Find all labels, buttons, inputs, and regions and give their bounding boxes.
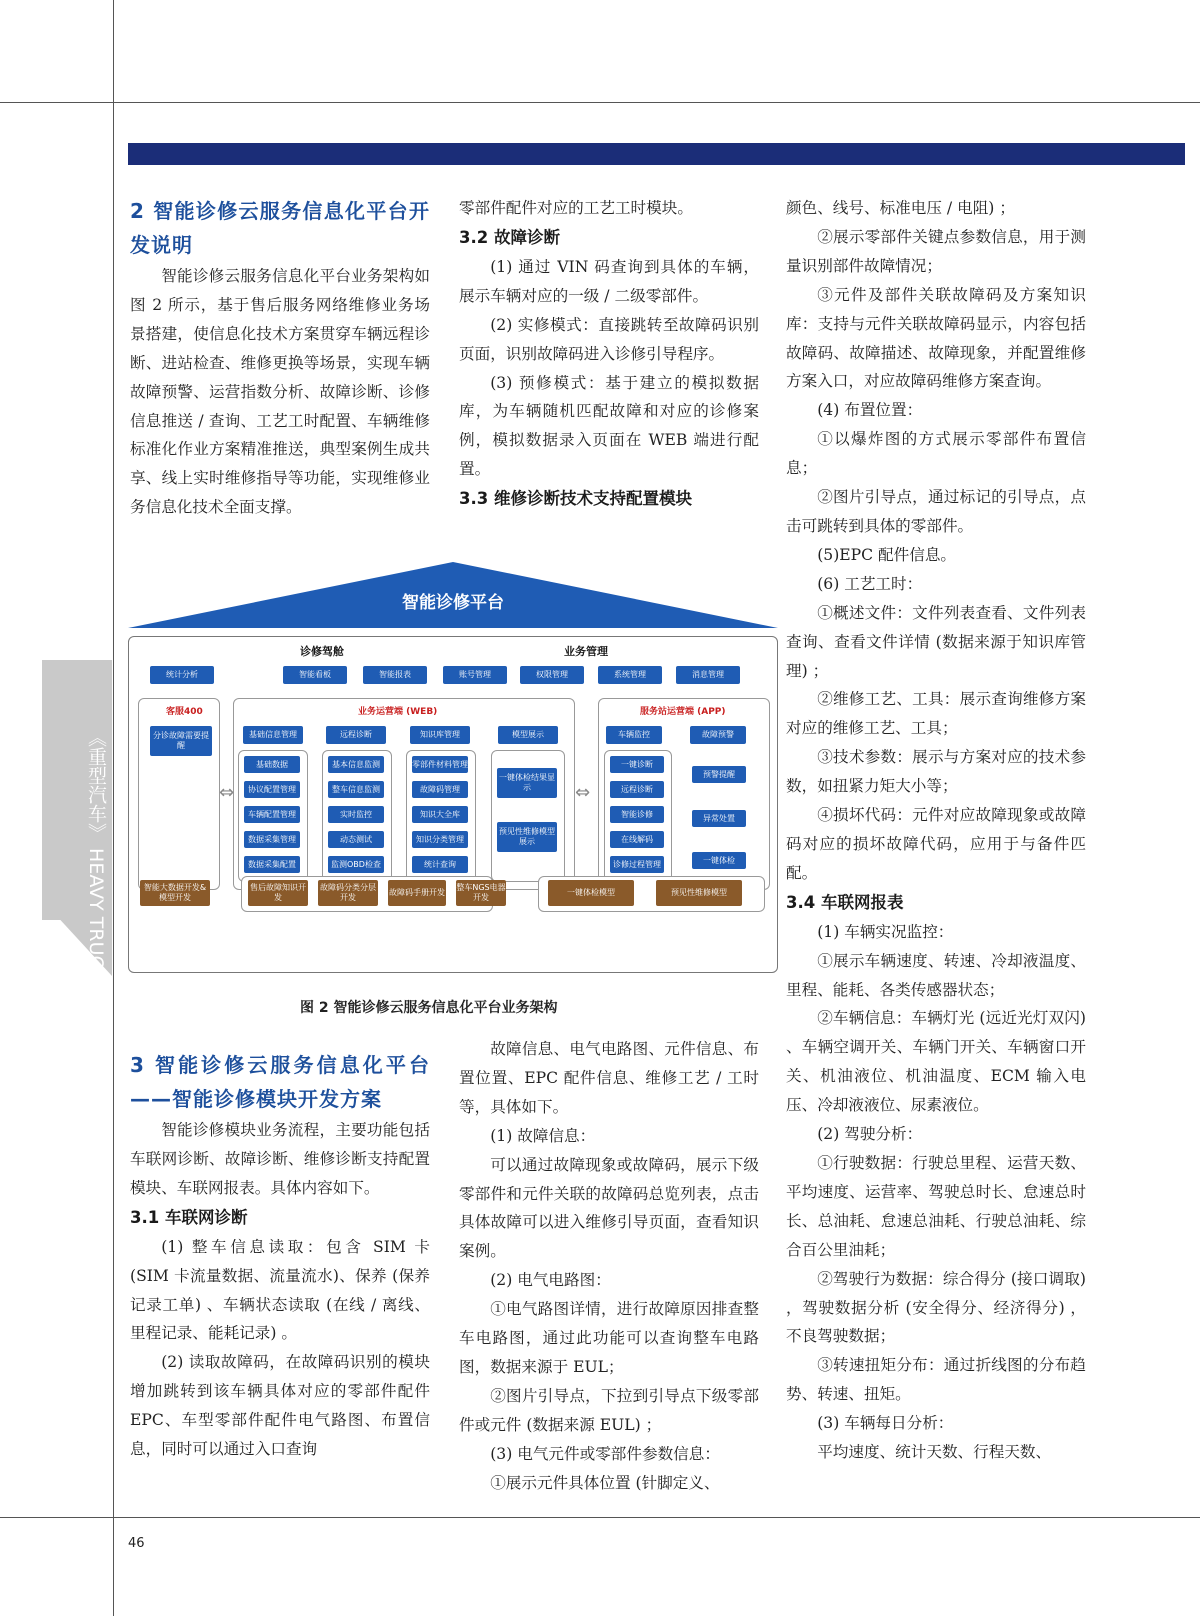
section-3-2-title: 3.2 故障诊断 (459, 227, 560, 247)
paragraph: 平均速度、统计天数、行程天数、 (817, 1443, 1052, 1462)
section-3-1-title: 3.1 车联网诊断 (130, 1207, 248, 1227)
web-item: 整车信息监测 (328, 781, 384, 798)
double-arrow-right-icon: ⇔ (575, 782, 591, 803)
side-tab-text: 《重型汽车》 HEAVY TRUCK (85, 728, 107, 982)
top-row-item: 消息管理 (676, 666, 740, 684)
header-bar (128, 143, 1185, 165)
paragraph: (1) 车辆实况监控： (817, 922, 954, 941)
paragraph: ④损坏代码：元件对应故障现象或故障码对应的损坏故障代码，应用于与备件匹配。 (786, 806, 1086, 882)
web-item: 一键体检结果显示 (497, 768, 557, 798)
top-row-item: 统计分析 (150, 666, 214, 684)
bottom-item: 故障码手册开发 (388, 880, 446, 906)
bottom-item: 售后故障知识开发 (248, 880, 308, 906)
paragraph: (5)EPC 配件信息。 (817, 545, 957, 564)
column-1-top (130, 194, 430, 522)
top-rule (0, 102, 1200, 103)
left-panel-item: 分诊故障需要提醒 (150, 726, 212, 756)
app-header: 故障预警 (690, 726, 746, 744)
top-row-item: 智能看板 (283, 666, 347, 684)
paragraph: ①概述文件：文件列表查看、文件列表查询、查看文件详情 (数据来源于知识库管理) ； (786, 603, 1086, 680)
paragraph: ③转速扭矩分布：通过折线图的分布趋势、转速、扭矩。 (786, 1356, 1086, 1404)
bottom-item: 预见性维修模型 (656, 880, 742, 906)
figure-caption: 图 2 智能诊修云服务信息化平台业务架构 (300, 1000, 558, 1016)
app-header: 车辆监控 (606, 726, 662, 744)
app-item: 诊修过程管理 (610, 856, 664, 873)
web-label: 业务运营端 (WEB) (358, 707, 438, 717)
app-item: 异常处置 (692, 810, 746, 827)
paragraph: (1) 整车信息读取：包含 SIM 卡 (SIM 卡流量数据、流量流水)、保养 (保养记录工单) 、车辆状态读取 (在线 / 离线、里程记录、能耗记录) 。 (130, 1237, 430, 1343)
bottom-item: 故障码分类分层开发 (318, 880, 378, 906)
paragraph: ①电气路图详情，进行故障原因排查整车电路图，通过此功能可以查询整车电路图，数据来源于 EUL； (459, 1300, 759, 1376)
paragraph: 智能诊修云服务信息化平台业务架构如图 2 所示，基于售后服务网络维修业务场景搭建，使信息化技术方案贯穿车辆远程诊断、进站检查、维修更换等场景，实现车辆故障预警、运营指数分析、故障诊断、诊修信息推送 / 查询、工艺工时配置、车辆维修标准化作业方案精准推送，典型案例生成共享、线上实时维修指导等功能，实现维修业务信息化技术全面支撑。 (130, 267, 430, 517)
app-item: 预警提醒 (692, 766, 746, 783)
top-row-item: 智能报表 (363, 666, 427, 684)
web-item: 实时监控 (328, 806, 384, 823)
page-number: 46 (128, 1536, 145, 1551)
paragraph: (3) 预修模式：基于建立的模拟数据库，为车辆随机匹配故障和对应的诊修案例，模拟数据录入页面在 WEB 端进行配置。 (459, 373, 759, 479)
column-2-bottom (459, 1035, 759, 1498)
section-3-title: 3 智能诊修云服务信息化平台——智能诊修模块开发方案 (130, 1053, 430, 1111)
top-left-label: 诊修驾舱 (300, 645, 344, 658)
paragraph: (6) 工艺工时： (817, 574, 923, 593)
web-item: 基本信息监测 (328, 756, 384, 773)
paragraph: ①以爆炸图的方式展示零部件布置信息； (786, 430, 1086, 478)
web-item: 基础数据 (244, 756, 300, 773)
paragraph: ①展示元件具体位置 (针脚定义、 (490, 1473, 720, 1492)
bottom-item: 整车NGS电器开发 (456, 880, 506, 906)
paragraph: ③技术参数：展示与方案对应的技术参数，如扭紧力矩大小等； (786, 748, 1086, 796)
paragraph: ②展示零部件关键点参数信息，用于测量识别部件故障情况； (786, 227, 1086, 275)
column-2-top (459, 194, 759, 514)
bottom-item: 一键体检模型 (548, 880, 634, 906)
column-3 (786, 194, 1086, 1467)
web-item: 动态测试 (328, 831, 384, 848)
section-3-4-title: 3.4 车联网报表 (786, 892, 904, 912)
web-header: 基础信息管理 (243, 726, 303, 744)
top-row-item: 系统管理 (598, 666, 662, 684)
paragraph: (4) 布置位置： (817, 401, 923, 420)
paragraph: (1) 故障信息： (490, 1126, 596, 1145)
paragraph: (3) 车辆每日分析： (817, 1414, 954, 1433)
paragraph: ②维修工艺、工具：展示查询维修方案对应的维修工艺、工具； (786, 690, 1086, 738)
web-header: 知识库管理 (410, 726, 470, 744)
app-label: 服务站运营端 (APP) (640, 707, 726, 717)
paragraph: ①行驶数据：行驶总里程、运营天数、平均速度、运营率、驾驶总时长、怠速总时长、总油耗、怠速总油耗、行驶总油耗、综合百公里油耗； (786, 1154, 1086, 1259)
paragraph: ②图片引导点，下拉到引导点下级零部件或元件 (数据来源 EUL) ； (459, 1386, 759, 1434)
web-item: 数据采集配置 (244, 856, 300, 873)
paragraph: ②驾驶行为数据：综合得分 (接口调取) ，驾驶数据分析 (安全得分、经济得分) ，不良驾驶数据； (786, 1269, 1086, 1346)
web-item: 监测OBD检查 (328, 856, 384, 873)
paragraph: 颜色、线号、标准电压 / 电阻) ； (786, 199, 1015, 217)
paragraph: ①展示车辆速度、转速、冷却液温度、里程、能耗、各类传感器状态； (786, 951, 1086, 999)
app-item: 一键诊断 (610, 756, 664, 773)
double-arrow-left-icon: ⇔ (219, 782, 235, 803)
paragraph: 故障信息、电气电路图、元件信息、布置位置、EPC 配件信息、维修工艺 / 工时等，具体如下。 (459, 1040, 759, 1116)
architecture-figure (128, 560, 778, 975)
column-1-bottom (130, 1048, 430, 1464)
web-item: 零部件材料管理 (412, 756, 468, 773)
app-item: 一键体检 (692, 852, 746, 869)
web-item: 统计查询 (412, 856, 468, 873)
web-header: 远程诊断 (326, 726, 386, 744)
margin-rule (113, 0, 114, 1616)
bottom-item: 智能大数据开发&模型开发 (140, 880, 210, 906)
paragraph: (2) 电气电路图： (490, 1271, 611, 1290)
left-panel-label: 客服400 (166, 707, 203, 717)
paragraph: (2) 实修模式：直接跳转至故障码识别页面，识别故障码进入诊修引导程序。 (459, 315, 759, 363)
web-item: 协议配置管理 (244, 781, 300, 798)
web-header: 模型展示 (498, 726, 558, 744)
section-3-3-title: 3.3 维修诊断技术支持配置模块 (459, 489, 692, 509)
web-item: 车辆配置管理 (244, 806, 300, 823)
paragraph: ③元件及部件关联故障码及方案知识库：支持与元件关联故障码显示，内容包括故障码、故障描述、故障现象，并配置维修方案入口，对应故障码维修方案查询。 (786, 285, 1086, 391)
top-row-item: 权限管理 (520, 666, 584, 684)
bottom-rule (0, 1517, 1200, 1518)
top-row-item: 账号管理 (443, 666, 507, 684)
paragraph: (2) 驾驶分析： (817, 1125, 923, 1144)
top-right-label: 业务管理 (564, 645, 608, 658)
web-item: 知识分类管理 (412, 831, 468, 848)
paragraph: 零部件配件对应的工艺工时模块。 (459, 199, 693, 217)
web-item: 故障码管理 (412, 781, 468, 798)
web-item: 预见性维修模型展示 (497, 822, 557, 852)
section-2-title: 2 智能诊修云服务信息化平台开发说明 (130, 199, 430, 257)
paragraph: 可以通过故障现象或故障码，展示下级零部件和元件关联的故障码总览列表，点击具体故障可以进入维修引导页面，查看知识案例。 (459, 1155, 759, 1261)
paragraph: 智能诊修模块业务流程，主要功能包括车联网诊断、故障诊断、维修诊断支持配置模块、车联网报表。具体内容如下。 (130, 1121, 430, 1197)
paragraph: ②车辆信息：车辆灯光 (远近光灯双闪) 、车辆空调开关、车辆门开关、车辆窗口开关、机油液位、机油温度、ECM 输入电压、冷却液液位、尿素液位。 (786, 1009, 1086, 1115)
roof-title: 智能诊修平台 (402, 593, 504, 613)
app-item: 在线解码 (610, 831, 664, 848)
app-item: 远程诊断 (610, 781, 664, 798)
web-item: 知识大全库 (412, 806, 468, 823)
paragraph: ②图片引导点，通过标记的引导点，点击可跳转到具体的零部件。 (786, 488, 1086, 535)
paragraph: (2) 读取故障码，在故障码识别的模块增加跳转到该车辆具体对应的零部件配件 EPC、车型零部件配件电气路图、布置信息，同时可以通过入口查询 (130, 1353, 430, 1459)
web-item: 数据采集管理 (244, 831, 300, 848)
paragraph: (1) 通过 VIN 码查询到具体的车辆，展示车辆对应的一级 / 二级零部件。 (459, 257, 759, 305)
paragraph: (3) 电气元件或零部件参数信息： (490, 1444, 720, 1463)
app-item: 智能诊修 (610, 806, 664, 823)
